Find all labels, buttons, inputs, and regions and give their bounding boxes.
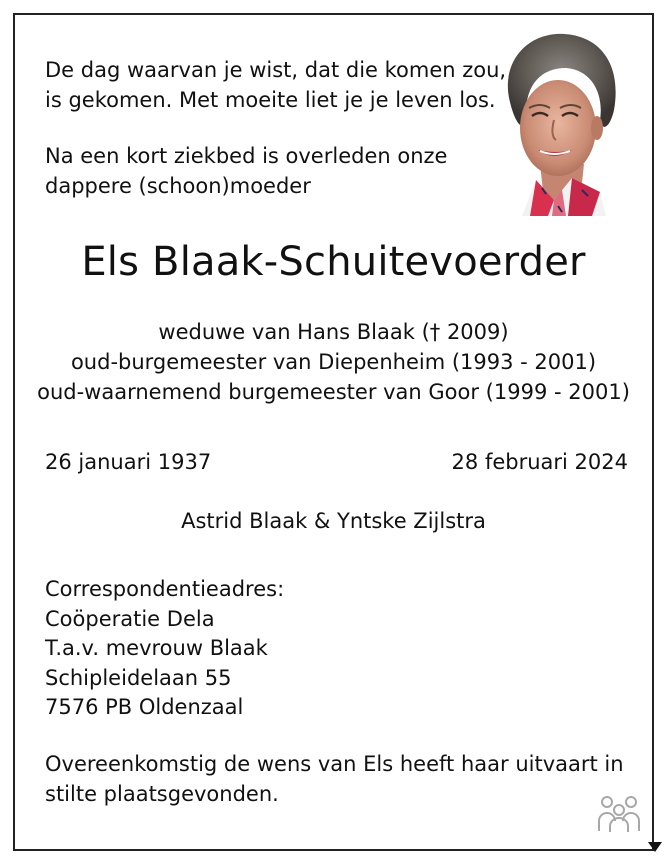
intro-text — [45, 141, 447, 201]
role-widow: weduwe van Hans Blaak († 2009) — [158, 320, 509, 344]
intro-line-1: Na een kort ziekbed is overleden onze — [45, 144, 448, 168]
birth-date: 26 januari 1937 — [45, 450, 212, 474]
address-heading: Correspondentieadres: — [45, 577, 285, 601]
intro-line-2: dappere (schoon)moeder — [45, 174, 311, 198]
address-line-1: Coöperatie Dela — [45, 606, 215, 631]
role-mayor-diepenheim: oud-burgemeester van Diepenheim (1993 - 2001) — [70, 350, 597, 374]
correspondence-address — [45, 575, 284, 723]
role-acting-mayor-goor: oud-waarnemend burgemeester van Goor (1999 - 2001) — [37, 380, 630, 404]
address-line-2: T.a.v. mevrouw Blaak — [45, 636, 268, 660]
poem-line-1: De dag waarvan je wist, dat die komen zou, — [45, 58, 507, 82]
closing-note — [45, 749, 624, 809]
deceased-name: Els Blaak-Schuitevoerder — [81, 239, 586, 285]
closing-line-2: stilte plaatsgevonden. — [45, 782, 279, 806]
closing-line-1: Overeenkomstig de wens van Els heeft haar uitvaart in — [45, 752, 624, 776]
triangle-down-icon[interactable] — [646, 840, 664, 854]
children-names: Astrid Blaak & Yntske Zijlstra — [181, 509, 486, 533]
death-date: 28 februari 2024 — [451, 450, 628, 474]
people-group-logo — [596, 793, 642, 833]
roles-list — [15, 317, 652, 407]
poem — [45, 55, 506, 115]
address-line-4: 7576 PB Oldenzaal — [45, 695, 244, 719]
portrait-photo — [496, 24, 624, 216]
address-line-3: Schipleidelaan 55 — [45, 665, 232, 690]
poem-line-2: is gekomen. Met moeite liet je je leven los. — [45, 88, 496, 112]
